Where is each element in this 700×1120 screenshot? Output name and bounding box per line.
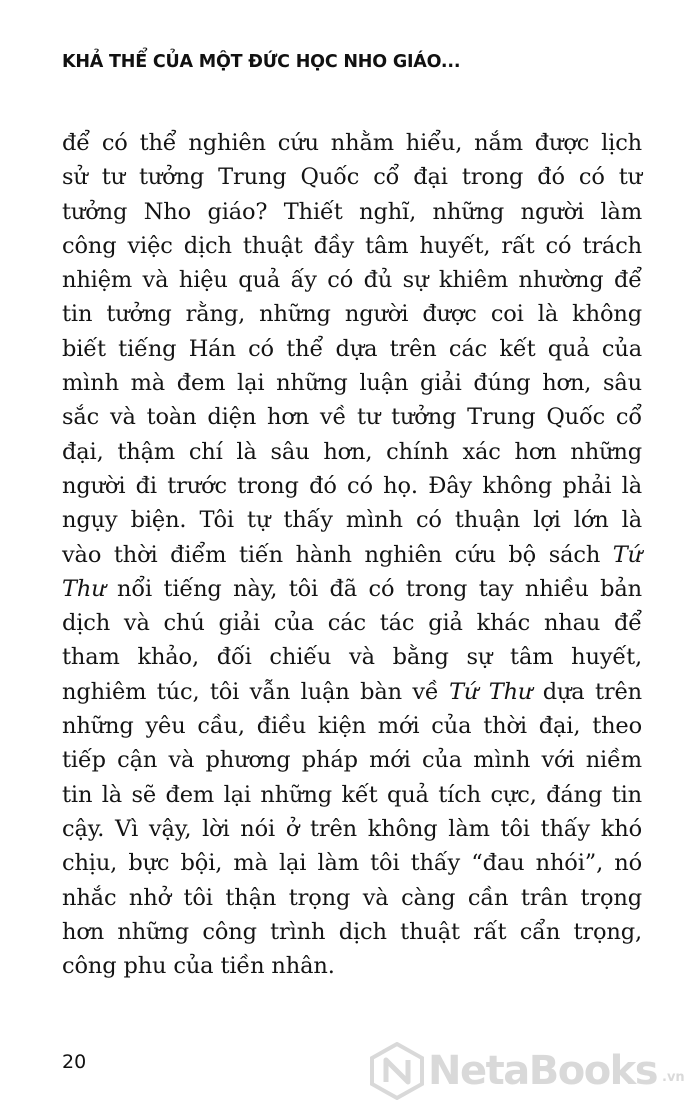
text-line: người đi trước trong đó có họ. Đây không phải là xyxy=(62,472,642,499)
watermark xyxy=(368,1042,690,1102)
text-line: dịch và chú giải của các tác giả khác nhau để xyxy=(62,610,642,637)
text-line xyxy=(62,538,642,572)
text-line: nhắc nhở tôi thận trọng và càng cần trân trọng xyxy=(62,884,642,911)
text-line: đại, thậm chí là sâu hơn, chính xác hơn những xyxy=(62,438,642,465)
text-line-last: công phu của tiền nhân. xyxy=(62,953,335,980)
text-line: nhiệm và hiệu quả ấy có đủ sự khiêm nhường để xyxy=(62,267,642,294)
line-text: vào thời điểm tiến hành nghiên cứu bộ sách xyxy=(62,541,613,568)
text-line: mình mà đem lại những luận giải đúng hơn, sâu xyxy=(62,370,642,397)
page-number: 20 xyxy=(62,1051,87,1073)
watermark-brand: NetaBooks xyxy=(428,1048,658,1094)
text-line: tiếp cận và phương pháp mới của mình với niềm xyxy=(62,747,642,774)
text-line: công việc dịch thuật đầy tâm huyết, rất có trách xyxy=(62,232,642,259)
running-header: KHẢ THỂ CỦA MỘT ĐỨC HỌC NHO GIÁO... xyxy=(62,52,461,72)
text-line: những yêu cầu, điều kiện mới của thời đại, theo xyxy=(62,713,642,740)
line-text: nổi tiếng này, tôi đã có trong tay nhiều bản xyxy=(105,575,642,602)
text-line xyxy=(62,675,642,709)
text-line: để có thể nghiên cứu nhằm hiểu, nắm được lịch xyxy=(62,130,642,156)
line-text: nghiêm túc, tôi vẫn luận bàn về xyxy=(62,678,450,705)
text-line: tin là sẽ đem lại những kết quả tích cực, đáng tin xyxy=(62,781,642,808)
text-line: hơn những công trình dịch thuật rất cẩn trọng, xyxy=(62,918,642,945)
text-line: cậy. Vì vậy, lời nói ở trên không làm tôi thấy khó xyxy=(62,815,642,842)
line-text: dựa trên xyxy=(532,678,643,705)
book-title-italic: Thư xyxy=(62,575,106,602)
text-line: tin tưởng rằng, những người được coi là không xyxy=(62,301,642,328)
text-line: ngụy biện. Tôi tự thấy mình có thuận lợi lớn là xyxy=(62,507,642,534)
text-line: chịu, bực bội, mà lại làm tôi thấy “đau nhói”, nó xyxy=(62,850,642,877)
text-line: tham khảo, đối chiếu và bằng sự tâm huyết, xyxy=(62,644,642,671)
text-line: sắc và toàn diện hơn về tư tưởng Trung Quốc cổ xyxy=(62,404,642,431)
body-text xyxy=(62,126,642,983)
book-title-italic: Tứ Thư xyxy=(449,678,533,705)
text-line: biết tiếng Hán có thể dựa trên các kết quả của xyxy=(62,335,642,362)
text-line: tưởng Nho giáo? Thiết nghĩ, những người làm xyxy=(62,198,642,225)
book-title-italic: Tứ xyxy=(612,541,642,568)
n-logo-icon xyxy=(368,1042,426,1100)
text-line: sử tư tưởng Trung Quốc cổ đại trong đó có tư xyxy=(62,164,642,191)
watermark-domain: .vn xyxy=(662,1070,685,1085)
text-line xyxy=(62,572,642,606)
